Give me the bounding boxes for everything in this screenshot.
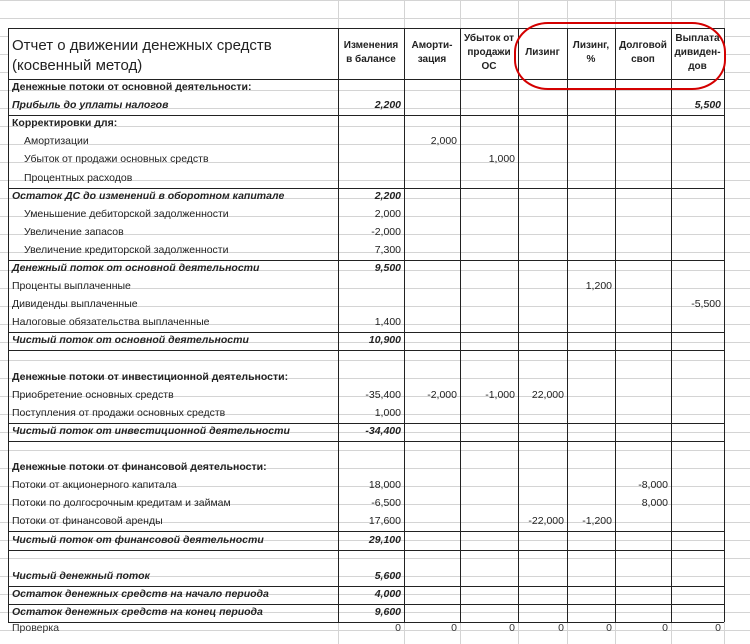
column-header[interactable]: Изменения в балансе	[343, 40, 399, 65]
row-label: Остаток денежных средств на конец периода	[12, 605, 263, 618]
column-header[interactable]: Лизинг	[525, 47, 560, 58]
column-separator	[404, 28, 405, 622]
row-label: Поступления от продажи основных средств	[12, 406, 226, 419]
table-row[interactable]	[8, 242, 724, 261]
row-label: Денежные потоки от инвестиционной деятельности:	[12, 370, 289, 383]
cell-value[interactable]: -2,000	[371, 225, 401, 238]
table-row[interactable]	[8, 151, 724, 169]
table-row[interactable]	[8, 188, 724, 206]
table-row[interactable]	[8, 513, 724, 532]
row-label: Потоки от финансовой аренды	[12, 515, 163, 528]
gridline	[0, 0, 750, 1]
cell-value[interactable]: 4,000	[374, 587, 401, 600]
check-value[interactable]: 0	[451, 622, 457, 634]
cell-value[interactable]: 9,600	[374, 605, 401, 618]
row-label: Остаток ДС до изменений в оборотном капитале	[12, 189, 285, 202]
cell-value[interactable]: -34,400	[365, 424, 401, 437]
column-header[interactable]: Убыток от продажи ОС	[463, 33, 515, 72]
table-row[interactable]	[8, 296, 724, 314]
check-value[interactable]: 0	[558, 622, 564, 634]
row-label: Дивиденды выплаченные	[12, 298, 138, 311]
check-value[interactable]: 0	[715, 622, 721, 634]
cell-value[interactable]: 2,000	[430, 135, 457, 148]
row-label: Проценты выплаченные	[12, 280, 131, 293]
table-row[interactable]	[8, 423, 724, 442]
cell-value[interactable]: 22,000	[531, 388, 564, 401]
cell-value[interactable]: 2,000	[374, 207, 401, 220]
row-label: Амортизации	[24, 135, 89, 148]
cell-value[interactable]: 8,000	[641, 497, 668, 510]
row-label: Денежный поток от основной деятельности	[12, 262, 260, 274]
column-separator	[8, 28, 9, 622]
cell-value[interactable]: 5,500	[694, 99, 721, 112]
cell-value[interactable]: 1,400	[374, 316, 401, 329]
cell-value[interactable]: -5,500	[691, 298, 721, 311]
column-separator	[724, 28, 725, 622]
table-row[interactable]	[8, 568, 724, 587]
row-label: Остаток денежных средств на начало периода	[12, 587, 269, 600]
row-label: Увеличение кредиторской задолженности	[24, 243, 229, 256]
row-label: Чистый поток от основной деятельности	[12, 334, 249, 347]
table-row[interactable]	[8, 133, 724, 151]
table-row[interactable]	[8, 369, 724, 387]
table-row[interactable]	[8, 260, 724, 278]
report-title[interactable]: Отчет о движении денежных средств (косвенный метод)	[12, 37, 272, 74]
column-separator	[567, 28, 568, 622]
cell-value[interactable]: 10,900	[368, 334, 401, 347]
table-row[interactable]	[8, 79, 724, 97]
check-label: Проверка	[12, 622, 60, 634]
cell-value[interactable]: 29,100	[368, 533, 401, 546]
table-row[interactable]	[8, 206, 724, 224]
table-row[interactable]	[8, 170, 724, 189]
table-row[interactable]	[8, 387, 724, 405]
row-label: Приобретение основных средств	[12, 388, 174, 401]
cell-value[interactable]: 1,000	[488, 153, 515, 166]
column-separator	[671, 28, 672, 622]
table-row[interactable]	[8, 314, 724, 333]
table-row[interactable]	[8, 224, 724, 242]
row-label: Потоки по долгосрочным кредитам и займам	[12, 497, 231, 510]
column-header[interactable]: Долговой своп	[619, 40, 667, 65]
table-row[interactable]	[8, 332, 724, 351]
column-header[interactable]: Выплата дивиден- дов	[674, 33, 721, 72]
row-label: Убыток от продажи основных средств	[24, 153, 209, 166]
table-row[interactable]	[8, 405, 724, 424]
check-value[interactable]: 0	[606, 622, 612, 634]
column-header[interactable]: Аморти- зация	[411, 40, 453, 65]
cell-value[interactable]: -2,000	[427, 388, 457, 401]
check-row[interactable]	[8, 620, 724, 638]
cell-value[interactable]: 1,000	[374, 406, 401, 419]
cell-value[interactable]: 9,500	[374, 262, 401, 274]
row-label: Чистый поток от финансовой деятельности	[12, 533, 264, 546]
cell-value[interactable]: -1,200	[582, 515, 612, 528]
table-row[interactable]	[8, 351, 724, 369]
table-row[interactable]	[8, 586, 724, 605]
cell-value[interactable]: 18,000	[368, 479, 401, 492]
cell-value[interactable]: 2,200	[374, 189, 401, 202]
column-separator	[460, 28, 461, 622]
column-header[interactable]: Лизинг, %	[572, 40, 610, 65]
cell-value[interactable]: -6,500	[371, 497, 401, 510]
check-value[interactable]: 0	[395, 622, 401, 634]
table-row[interactable]	[8, 459, 724, 477]
cell-value[interactable]: 5,600	[374, 569, 401, 582]
row-label: Процентных расходов	[24, 171, 133, 184]
cell-value[interactable]: 1,200	[585, 280, 612, 293]
table-row[interactable]	[8, 495, 724, 513]
row-label: Прибыль до уплаты налогов	[12, 99, 169, 112]
table-row[interactable]	[8, 532, 724, 551]
cell-value[interactable]: 7,300	[374, 243, 401, 256]
cell-value[interactable]: -22,000	[528, 515, 564, 528]
table-row[interactable]	[8, 115, 724, 133]
check-value[interactable]: 0	[509, 622, 515, 634]
row-label: Чистый поток от инвестиционной деятельности	[12, 424, 290, 437]
table-row[interactable]	[8, 441, 724, 459]
cell-value[interactable]: -8,000	[638, 479, 668, 492]
table-row[interactable]	[8, 550, 724, 568]
cell-value[interactable]: 17,600	[368, 515, 401, 528]
check-value[interactable]: 0	[662, 622, 668, 634]
table-row[interactable]	[8, 97, 724, 116]
row-label: Денежные потоки от основной деятельности:	[12, 81, 252, 93]
row-label: Увеличение запасов	[24, 225, 124, 238]
cell-value[interactable]: 2,200	[374, 99, 401, 112]
column-separator	[518, 28, 519, 622]
row-label: Уменьшение дебиторской задолженности	[24, 207, 229, 220]
gridline	[0, 18, 750, 19]
table-row[interactable]	[8, 278, 724, 296]
row-label: Потоки от акционерного капитала	[12, 479, 177, 492]
row-label: Корректировки для:	[12, 117, 118, 130]
row-label: Денежные потоки от финансовой деятельности:	[12, 461, 267, 474]
cell-value[interactable]: -35,400	[365, 388, 401, 401]
row-label: Чистый денежный поток	[12, 569, 150, 582]
cell-value[interactable]: -1,000	[485, 388, 515, 401]
row-label: Налоговые обязательства выплаченные	[12, 316, 210, 329]
table-row[interactable]	[8, 477, 724, 495]
column-separator	[338, 28, 339, 622]
column-separator	[615, 28, 616, 622]
